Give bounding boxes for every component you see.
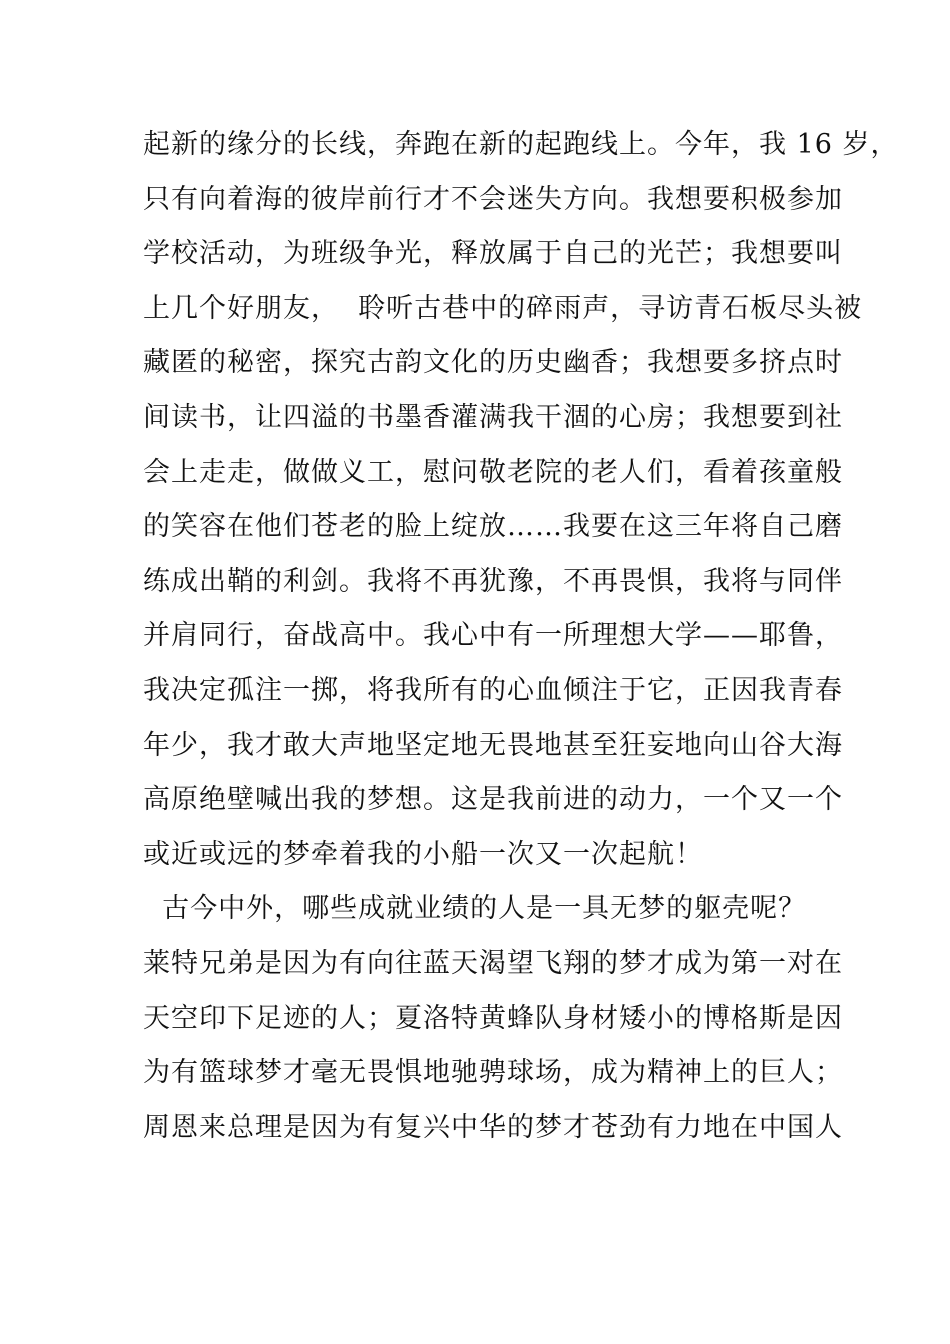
text-line: 起新的缘分的长线，奔跑在新的起跑线上。今年，我 16 岁， <box>143 129 899 160</box>
text-line: 并肩同行，奋战高中。我心中有一所理想大学——耶鲁， <box>143 620 843 652</box>
text-line: 会上走走，做做义工，慰问敬老院的老人们，看着孩童般 <box>143 456 843 488</box>
text-line: 的笑容在他们苍老的脸上绽放……我要在这三年将自己磨 <box>143 511 843 543</box>
text-line: 为有篮球梦才毫无畏惧地驰骋球场，成为精神上的巨人； <box>143 1057 843 1089</box>
body-text <box>143 118 899 1155</box>
text-line: 学校活动，为班级争光，释放属于自己的光芒；我想要叫 <box>143 238 843 270</box>
paragraph-start-line: 古今中外，哪些成就业绩的人是一具无梦的躯壳呢？ <box>143 893 807 925</box>
text-line: 莱特兄弟是因为有向往蓝天渴望飞翔的梦才成为第一对在 <box>143 947 843 979</box>
text-line: 周恩来总理是因为有复兴中华的梦才苍劲有力地在中国人 <box>143 1111 843 1143</box>
text-line: 或近或远的梦牵着我的小船一次又一次起航！ <box>143 838 703 870</box>
text-line: 练成出鞘的利剑。我将不再犹豫，不再畏惧，我将与同伴 <box>143 565 843 597</box>
text-line: 上几个好朋友， 聆听古巷中的碎雨声，寻访青石板尽头被 <box>143 292 863 324</box>
text-line: 天空印下足迹的人；夏洛特黄蜂队身材矮小的博格斯是因 <box>143 1002 843 1034</box>
text-line: 只有向着海的彼岸前行才不会迷失方向。我想要积极参加 <box>143 183 843 215</box>
text-line: 高原绝壁喊出我的梦想。这是我前进的动力，一个又一个 <box>143 784 843 816</box>
text-line: 年少，我才敢大声地坚定地无畏地甚至狂妄地向山谷大海 <box>143 729 843 761</box>
text-line: 我决定孤注一掷，将我所有的心血倾注于它，正因我青春 <box>143 674 843 706</box>
text-line: 间读书，让四溢的书墨香灌满我干涸的心房；我想要到社 <box>143 401 843 433</box>
text-line: 藏匿的秘密，探究古韵文化的历史幽香；我想要多挤点时 <box>143 347 843 379</box>
